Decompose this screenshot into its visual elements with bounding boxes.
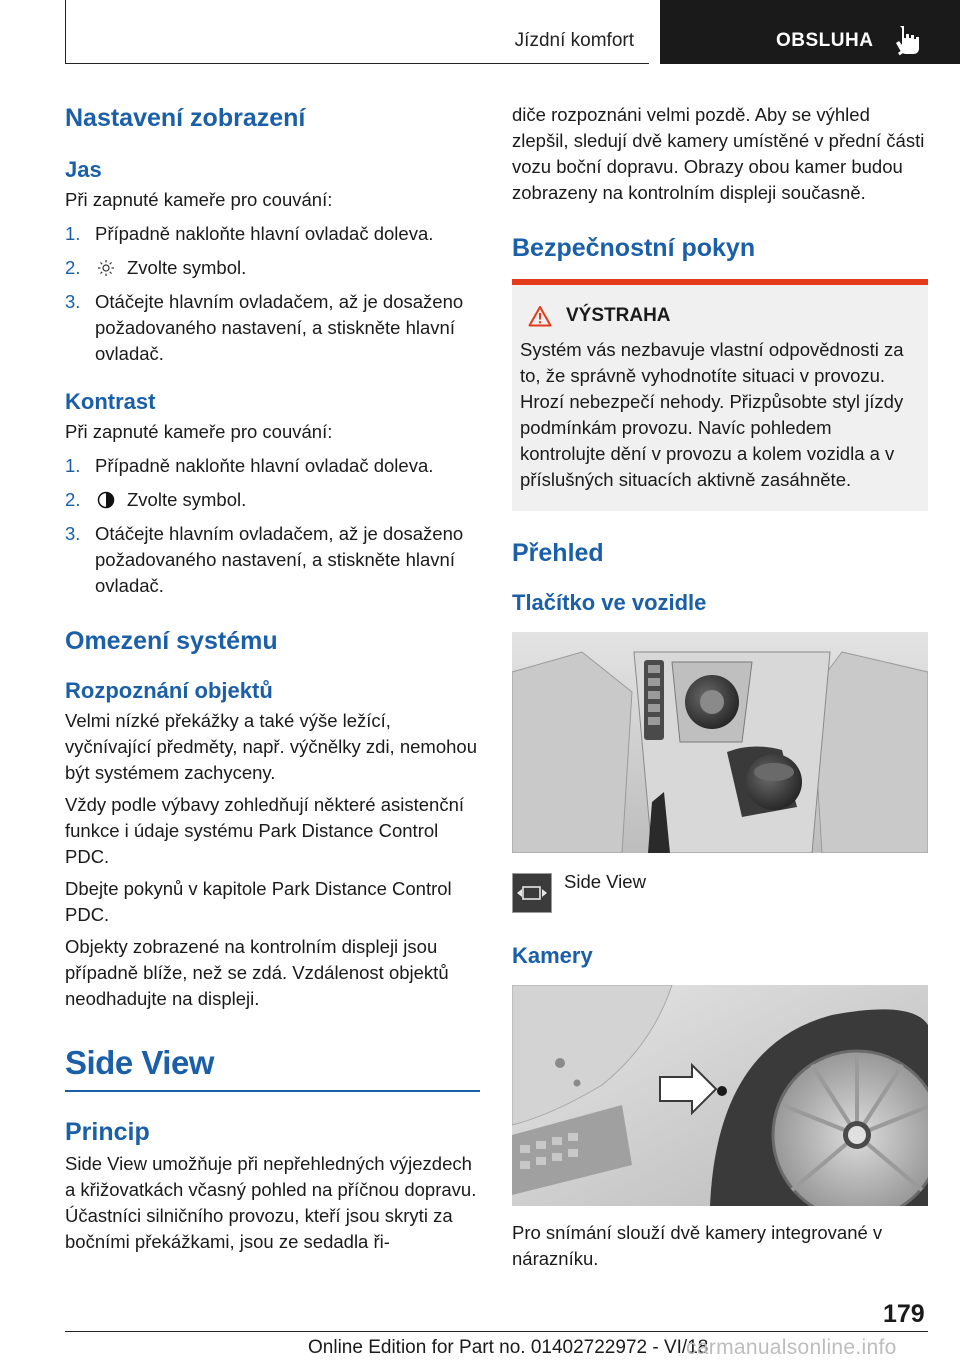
side-view-button-label: Side View [564,871,646,892]
bumper-camera-image [512,985,928,1206]
step-text: Otáčejte hlavním ovladačem, až je dosaženo požadovaného nastavení, a stiskněte hlavní ovladač. [95,291,464,364]
side-view-heading: Side View [65,1044,214,1081]
side-view-button-row [512,873,928,913]
vehicle-button-heading: Tlačítko ve vozidle [512,590,707,615]
side-view-camera-icon [513,874,551,912]
principle-heading: Princip [65,1118,150,1146]
cameras-heading: Kamery [512,943,593,968]
warning-title-text: VÝSTRAHA [566,305,671,326]
warning-triangle-icon [528,305,552,327]
center-console-image [512,632,928,853]
step-number: 1. [65,223,81,244]
watermark: carmanualsonline.info [686,1336,897,1359]
step [65,487,480,513]
pointing-hand-icon [894,24,922,56]
header-section-title: Jízdní komfort [514,30,634,51]
overview-heading: Přehled [512,539,604,567]
step-text: Zvolte symbol. [127,257,247,278]
object-detection-heading: Rozpoznání objektů [65,678,273,703]
step-number: 2. [65,257,81,278]
warning-text: Systém vás nezbavuje vlastní odpovědnosti za to, že správně vyhodnotíte situaci v provozu. Hrozí nebezpečí nehody. Přizpůsobte styl jízdy podmínkám provozu. Navíc pohledem kontrolujte dění v provozu a kolem vozidla a v příslušných situacích aktivně zasáhněte. [520,339,904,490]
header-bottom-rule [65,63,649,64]
step-text: Případně nakloňte hlavní ovladač doleva. [95,455,434,476]
left-column [65,100,480,1255]
limits-paragraph: Velmi nízké překážky a také výše ležící, vyčnívající předměty, např. výčnělky zdi, nemohou být systémem zachyceny. [65,710,477,783]
page-number: 179 [883,1300,925,1328]
brightness-sun-icon [95,259,117,277]
right-column [512,100,928,1272]
header-tab-label: OBSLUHA [776,30,874,51]
footer-edition: Online Edition for Part no. 01402722972 - VI/18 [308,1337,709,1358]
bumper-camera-illustration [512,985,928,1206]
step-text: Zvolte symbol. [127,489,247,510]
brightness-intro: Při zapnuté kameře pro couvání: [65,189,333,210]
footer-rule [65,1331,928,1332]
principle-text-continued: diče rozpoznáni velmi pozdě. Aby se výhled zlepšil, sledují dvě kamery umístěné v přední části vozu boční dopravu. Obrazy obou kamer budou zobrazeny na kontrolním displeji současně. [512,104,925,203]
contrast-intro: Při zapnuté kameře pro couvání: [65,421,333,442]
brightness-steps [65,221,480,367]
center-console-illustration [512,632,928,853]
contrast-heading: Kontrast [65,389,156,414]
side-view-button [512,873,552,913]
step [65,255,480,281]
step [65,453,480,479]
step-number: 3. [65,523,81,544]
contrast-icon [95,491,117,509]
step-number: 2. [65,489,81,510]
step-number: 3. [65,291,81,312]
brightness-heading: Jas [65,157,102,182]
step-text: Případně nakloňte hlavní ovladač doleva. [95,223,434,244]
step-number: 1. [65,455,81,476]
step [65,289,480,367]
system-limits-heading: Omezení systému [65,627,278,655]
header-tab [660,0,960,64]
safety-heading: Bezpečnostní pokyn [512,234,756,262]
limits-paragraph: Dbejte pokynů v kapitole Park Distance Control PDC. [65,878,452,925]
step [65,521,480,599]
contrast-steps [65,453,480,599]
limits-paragraph: Objekty zobrazené na kontrolním displeji jsou případně blíže, než se zdá. Vzdálenost objektů neodhadujte na displeji. [65,936,449,1009]
cameras-text: Pro snímání slouží dvě kamery integrované v nárazníku. [512,1222,883,1269]
step [65,221,480,247]
principle-text: Side View umožňuje při nepřehledných výjezdech a křižovatkách včasný pohled na příčnou dopravu. Účastníci silničního provozu, kteří jsou skryti za bočními překážkami, jsou ze sedadla ři- [65,1153,477,1252]
display-settings-heading: Nastavení zobrazení [65,104,306,132]
limits-paragraph: Vždy podle výbavy zohledňují některé asistenční funkce i údaje systému Park Distance Control PDC. [65,794,465,867]
warning-box [512,279,928,511]
side-view-heading-rule [65,1090,480,1092]
warning-title [528,305,918,327]
step-text: Otáčejte hlavním ovladačem, až je dosaženo požadovaného nastavení, a stiskněte hlavní ovladač. [95,523,464,596]
header-left-rule [65,0,66,64]
